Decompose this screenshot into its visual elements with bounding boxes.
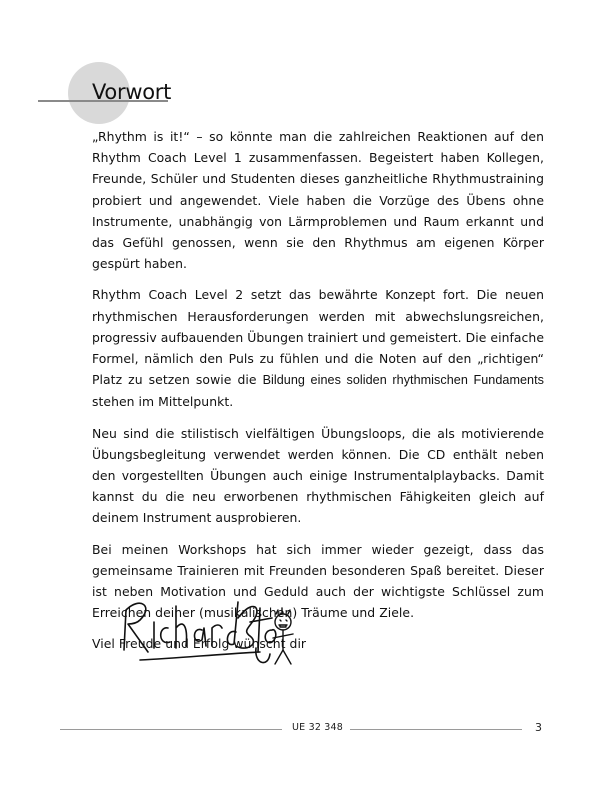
catalog-number: UE 32 348 <box>292 722 344 733</box>
signature-icon <box>110 588 300 678</box>
footer-rule-right <box>350 729 522 730</box>
paragraph-2-highlight: Bildung eines soliden rhythmischen Fundaments <box>262 373 544 388</box>
paragraph-1: „Rhythm is it!“ – so könnte man die zahlreichen Reaktionen auf den Rhythm Coach Level 1 zusammenfassen. Begeistert haben Kollegen, Freunde, Schüler und Studenten dieses ganzheitliche Rhythmustraining probiert und angewendet. Viele haben die Vorzüge des Übens ohne Instrumente, unabhängig von Lärmproblemen und Raum erkannt und das Gefühl genossen, wenn sie den Rhythmus am eigenen Körper gespürt haben. <box>92 129 544 272</box>
body-text <box>92 126 544 665</box>
paragraph-4: Bei meinen Workshops hat sich immer wieder gezeigt, dass das gemeinsame Trainieren mit Freunden besonderen Spaß bereitet. Dieser ist neben Motivation und Geduld auch der wichtigste Schlüssel zum Erreichen deiner (musikalischen) Träume und Ziele. <box>92 541 544 621</box>
page-title: Vorwort <box>92 80 172 104</box>
paragraph-3: Neu sind die stilistisch vielfältigen Übungsloops, die als motivierende Übungsbegleitung verwendet werden können. Die CD enthält neben den vorgestellten Übungen auch einige Instrumentalplaybacks. Damit kannst du die neu erworbenen rhythmischen Fähigkeiten gleich auf deinem Instrument ausprobieren. <box>92 425 544 526</box>
paragraph-2-text-start: Rhythm Coach Level 2 setzt das bewährte Konzept fort. Die neuen rhythmischen Herausforderungen werden mit abwechslungsreichen, progressiv aufbauenden Übungen trainiert und gemeistert. Die einfache Formel, nämlich den Puls zu fühlen und die Noten auf den „richtigen“ Platz zu setzen sowie die <box>92 287 544 388</box>
footer-rule-left <box>60 729 282 730</box>
closing-line: Viel Freude und Erfolg wünscht dir <box>92 636 307 652</box>
page-number: 3 <box>535 721 542 734</box>
paragraph-2 <box>92 284 544 412</box>
paragraph-2-text-end: stehen im Mittelpunkt. <box>92 394 234 410</box>
